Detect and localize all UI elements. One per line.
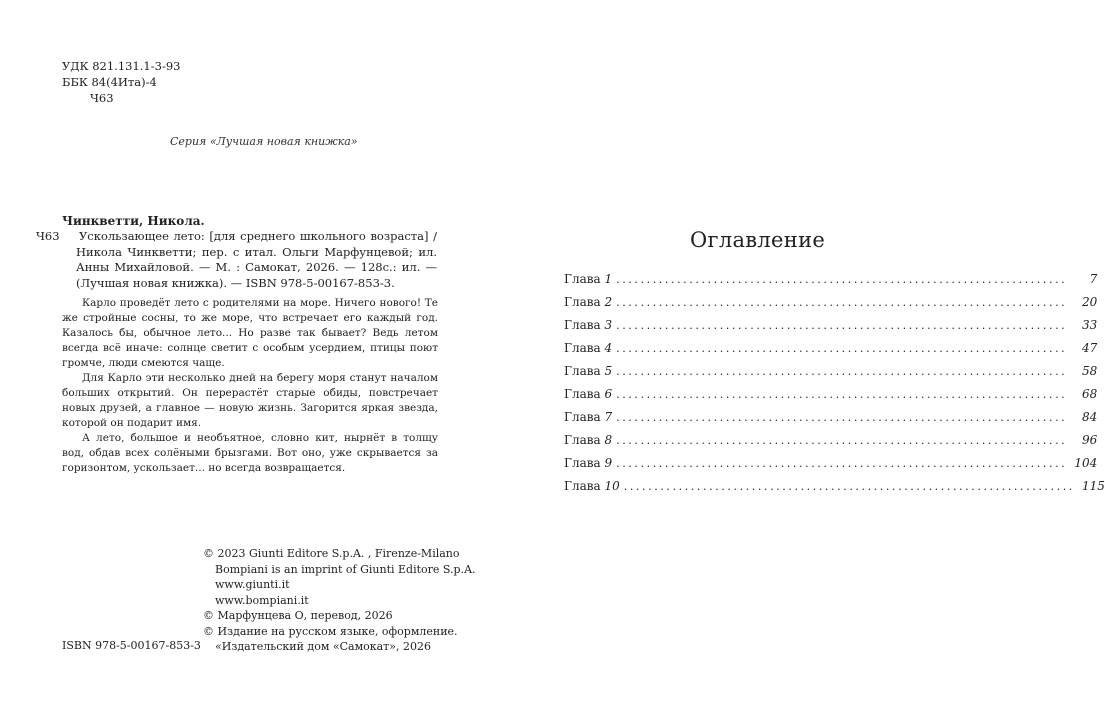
toc-dot-leader: .......................................................................... [616, 319, 1068, 332]
toc-entry-page: 104 [1074, 456, 1098, 470]
toc-entry-page: 84 [1081, 410, 1098, 424]
toc-entry-label: Глава [564, 479, 601, 493]
toc-entry-number: 1 [604, 272, 613, 286]
toc-entry-number: 2 [604, 295, 613, 309]
toc-entry-page: 58 [1081, 364, 1098, 378]
annotation-paragraph: А лето, большое и необъятное, словно кит, нырнёт в толщу вод, обдав всех солёными брызгами. Вот оно, уже скрывается за горизонтом, ускользает... но всегда возвращается. [62, 432, 438, 474]
toc-entry-number: 10 [604, 479, 620, 493]
annotation [62, 296, 438, 476]
toc-entry-number: 5 [604, 364, 613, 378]
toc-entry-page: 68 [1081, 387, 1098, 401]
toc-entry-label: Глава [564, 387, 601, 401]
toc-entry-page: 7 [1089, 272, 1098, 286]
toc-entry-number: 6 [604, 387, 613, 401]
toc-entry[interactable] [564, 410, 1098, 428]
annotation-paragraph: Карло проведёт лето с родителями на море. Ничего нового! Те же стройные сосны, то же море, что встречает его каждый год. Казалось бы, обычное лето... Но разве так бывает? Ведь летом всегда всё иначе: солнце светит с особым усердием, птицы поют громче, люди смеются чаще. [62, 297, 438, 369]
toc-entry-label: Глава [564, 433, 601, 447]
toc-entry[interactable] [564, 433, 1098, 451]
toc-entry[interactable] [564, 295, 1098, 313]
toc-entry-page: 115 [1082, 479, 1105, 493]
udk-code: УДК 821.131.1-3-93 [62, 59, 181, 73]
toc-title: Оглавление [690, 228, 826, 252]
author-sign: Ч63 [90, 91, 114, 105]
classification-block [62, 58, 180, 106]
toc-entry[interactable] [564, 387, 1098, 405]
series-title: Серия «Лучшая новая книжка» [170, 135, 358, 148]
website-link: www.giunti.it [215, 578, 290, 591]
toc-entry-label: Глава [564, 456, 601, 470]
toc-entry-number: 4 [604, 341, 613, 355]
toc-entry[interactable] [564, 479, 1105, 497]
website-link: www.bompiani.it [215, 593, 309, 607]
toc-dot-leader: .......................................................................... [616, 273, 1068, 286]
author-code: Ч63 [36, 229, 60, 243]
toc-entry-label: Глава [564, 318, 601, 332]
toc-dot-leader: .......................................................................... [616, 434, 1068, 447]
toc-entry-label: Глава [564, 272, 601, 286]
toc-entry[interactable] [564, 318, 1098, 336]
toc-dot-leader: .......................................................................... [623, 480, 1075, 493]
copyright-line: © Издание на русском языке, оформление. [203, 624, 458, 638]
toc-dot-leader: .......................................................................... [616, 365, 1068, 378]
toc-dot-leader: .......................................................................... [616, 457, 1068, 470]
toc-entry[interactable] [564, 272, 1098, 290]
toc-entry-page: 96 [1081, 433, 1098, 447]
bibliographic-description: Ускользающее лето: [для среднего школьного возраста] / Никола Чинкветти; пер. с итал. Ольги Марфунцевой; ил. Анны Михайловой. — М. : Самокат, 2026. — 128с.: ил. — (Лучшая новая книжка). — ISBN 978-5-00167-853-3. [76, 229, 437, 290]
toc-entry[interactable] [564, 364, 1098, 382]
toc-entry[interactable] [564, 341, 1098, 359]
toc-entry-number: 3 [604, 318, 613, 332]
toc-dot-leader: .......................................................................... [616, 388, 1068, 401]
toc-dot-leader: .......................................................................... [616, 296, 1068, 309]
toc-entry-label: Глава [564, 410, 601, 424]
annotation-paragraph: Для Карло эти несколько дней на берегу моря станут началом больших открытий. Он перерастёт старые обиды, повстречает новых друзей, а главное — новую жизнь. Загорится яркая звезда, которой он подарит имя. [62, 372, 438, 429]
toc-entry-number: 9 [604, 456, 613, 470]
toc-entry-page: 20 [1081, 295, 1098, 309]
toc-dot-leader: .......................................................................... [616, 411, 1068, 424]
copyright-line: © 2023 Giunti Editore S.p.A. , Firenze-Milano [203, 547, 460, 560]
toc-entry-page: 47 [1081, 341, 1098, 355]
toc-entry-page: 33 [1081, 318, 1098, 332]
toc-entry-number: 7 [604, 410, 613, 424]
isbn: ISBN 978-5-00167-853-3 [62, 639, 201, 652]
toc-entry-label: Глава [564, 364, 601, 378]
toc-dot-leader: .......................................................................... [616, 342, 1068, 355]
copyright-block [203, 546, 476, 655]
bbk-code: ББК 84(4Ита)-4 [62, 75, 157, 89]
toc-entry-label: Глава [564, 295, 601, 309]
toc-entry-number: 8 [604, 433, 613, 447]
copyright-line: © Марфунцева О, перевод, 2026 [203, 609, 393, 622]
toc-entry-label: Глава [564, 341, 601, 355]
author-heading: Чинкветти, Никола. [62, 214, 205, 228]
toc-entry[interactable] [564, 456, 1098, 474]
copyright-line: «Издательский дом «Самокат», 2026 [215, 640, 431, 653]
copyright-line: Bompiani is an imprint of Giunti Editore S.p.A. [215, 562, 476, 576]
